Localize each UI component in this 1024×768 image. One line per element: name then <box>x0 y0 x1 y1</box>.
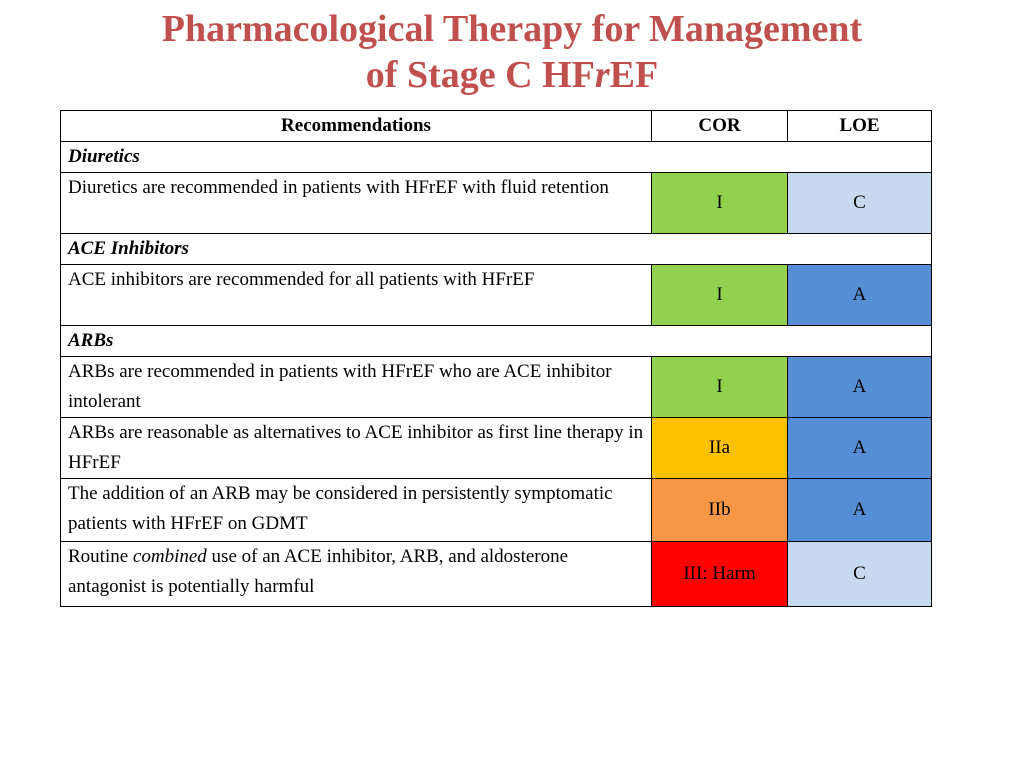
loe-cell: A <box>788 265 932 326</box>
recommendation-text: The addition of an ARB may be considered in persistently symptomatic patients with HFrEF on GDMT <box>61 479 652 542</box>
title-line-2-italic: r <box>594 54 610 96</box>
cor-cell: IIb <box>652 479 788 542</box>
cor-cell: I <box>652 265 788 326</box>
section-heading: ACE Inhibitors <box>61 234 932 265</box>
table-row <box>61 265 932 326</box>
section-row-diuretics <box>61 142 932 173</box>
recommendation-text: Diuretics are recommended in patients with HFrEF with fluid retention <box>61 173 652 234</box>
table-row <box>61 479 932 542</box>
recommendations-table <box>60 110 932 607</box>
recommendation-text: ARBs are recommended in patients with HFrEF who are ACE inhibitor intolerant <box>61 357 652 418</box>
table-row <box>61 542 932 607</box>
recommendation-text: ARBs are reasonable as alternatives to ACE inhibitor as first line therapy in HFrEF <box>61 418 652 479</box>
header-loe: LOE <box>788 111 932 142</box>
loe-cell: A <box>788 479 932 542</box>
recommendation-text-italic: combined <box>132 546 207 567</box>
section-heading: ARBs <box>61 326 932 357</box>
title-line-1: Pharmacological Therapy for Management <box>161 8 863 50</box>
cor-cell: I <box>652 357 788 418</box>
title-line-2-prefix: of Stage C HF <box>365 54 595 96</box>
loe-cell: A <box>788 418 932 479</box>
header-cor: COR <box>652 111 788 142</box>
cor-cell: I <box>652 173 788 234</box>
recommendation-text: ACE inhibitors are recommended for all patients with HFrEF <box>61 265 652 326</box>
slide-title <box>0 6 1024 98</box>
cor-cell: III: Harm <box>652 542 788 607</box>
recommendation-text-prefix: Routine <box>68 546 133 567</box>
table-row <box>61 173 932 234</box>
section-row-arbs <box>61 326 932 357</box>
table-row <box>61 418 932 479</box>
loe-cell: C <box>788 542 932 607</box>
section-heading: Diuretics <box>61 142 932 173</box>
loe-cell: A <box>788 357 932 418</box>
header-row <box>61 111 932 142</box>
recommendation-text <box>61 542 652 607</box>
loe-cell: C <box>788 173 932 234</box>
recommendation-text-suffix: use of an ACE inhibitor, ARB, and aldosterone antagonist is potentially harmful <box>68 546 569 597</box>
title-line-2-suffix: EF <box>609 54 659 96</box>
header-recommendations: Recommendations <box>61 111 652 142</box>
cor-cell: IIa <box>652 418 788 479</box>
title-line-2 <box>0 52 1024 98</box>
table-row <box>61 357 932 418</box>
section-row-ace-inhibitors <box>61 234 932 265</box>
